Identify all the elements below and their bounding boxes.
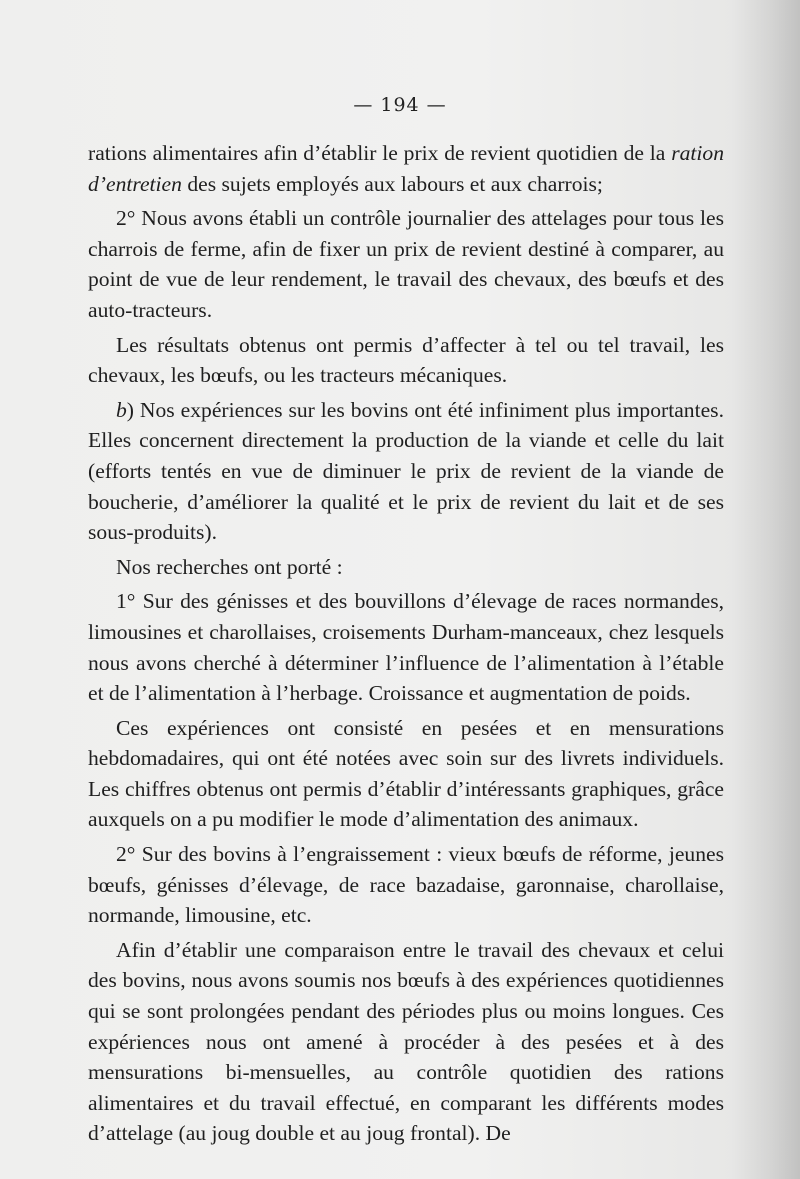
paragraph-comparaison: Afin d’établir une comparaison entre le travail des chevaux et celui des bovins, nous avons soumis nos bœufs à des expériences quotidiennes qui se sont prolongées pendant des périodes plus ou moins longues. Ces expériences nous ont amené à procéder à des pesées et à des mensurations bi-mensuelles, au contrôle quotidien des rations alimentaires et du travail effectué, en comparant les différents modes d’attelage (au joug double et au joug frontal). De: [88, 937, 724, 1146]
paragraph-pesees: Ces expériences ont consisté en pesées et en mensurations hebdomadaires, qui ont été notées avec soin sur des livrets individuels. Les chiffres obtenus ont permis d’établir d’intéressants graphiques, grâce auxquels on a pu modifier le mode d’alimentation des animaux.: [88, 715, 724, 832]
paragraph-resultats: Les résultats obtenus ont permis d’affecter à tel ou tel travail, les chevaux, les bœufs, ou les tracteurs mécaniques.: [88, 332, 724, 388]
paragraph-recherches: Nos recherches ont porté :: [116, 554, 343, 579]
list-marker-b: b: [116, 397, 127, 422]
paragraph-controle-attelages: 2° Nous avons établi un contrôle journalier des attelages pour tous les charrois de ferme, afin de fixer un prix de revient destiné à comparer, au point de vue de leur rendement, le travail des chevaux, des bœufs et des auto-tracteurs.: [88, 206, 724, 322]
paragraph-genisses: 1° Sur des génisses et des bouvillons d’élevage de races normandes, limousines et charollaises, croisements Durham-manceaux, chez lesquels nous avons cherché à déterminer l’influence de l’alimentation à l’étable et de l’alimentation à l’herbage. Croissance et augmentation de poids.: [88, 589, 724, 706]
paragraph-rations: rations alimentaires afin d’établir le prix de revient quotidien de la ration d’entretien des sujets employés aux labours et aux charrois;: [88, 141, 724, 196]
paragraph-engraissement: 2° Sur des bovins à l’engraissement : vieux bœufs de réforme, jeunes bœufs, génisses d’élevage, de race bazadaise, garonnaise, charollaise, normande, limousine, etc.: [88, 842, 724, 928]
body-text: [88, 138, 724, 1149]
emphasis-ration-entretien: ration d’entretien: [88, 141, 724, 196]
paragraph-bovins: b) Nos expériences sur les bovins ont été infiniment plus importantes. Elles concernent directement la production de la viande et celle du lait (efforts tentés en vue de diminuer le prix de revient de la viande de boucherie, d’améliorer la qualité et le prix de revient du lait et de ses sous-produits).: [88, 397, 724, 545]
page-edge-shadow: [730, 0, 800, 1179]
page-number: — 194 —: [353, 94, 447, 116]
